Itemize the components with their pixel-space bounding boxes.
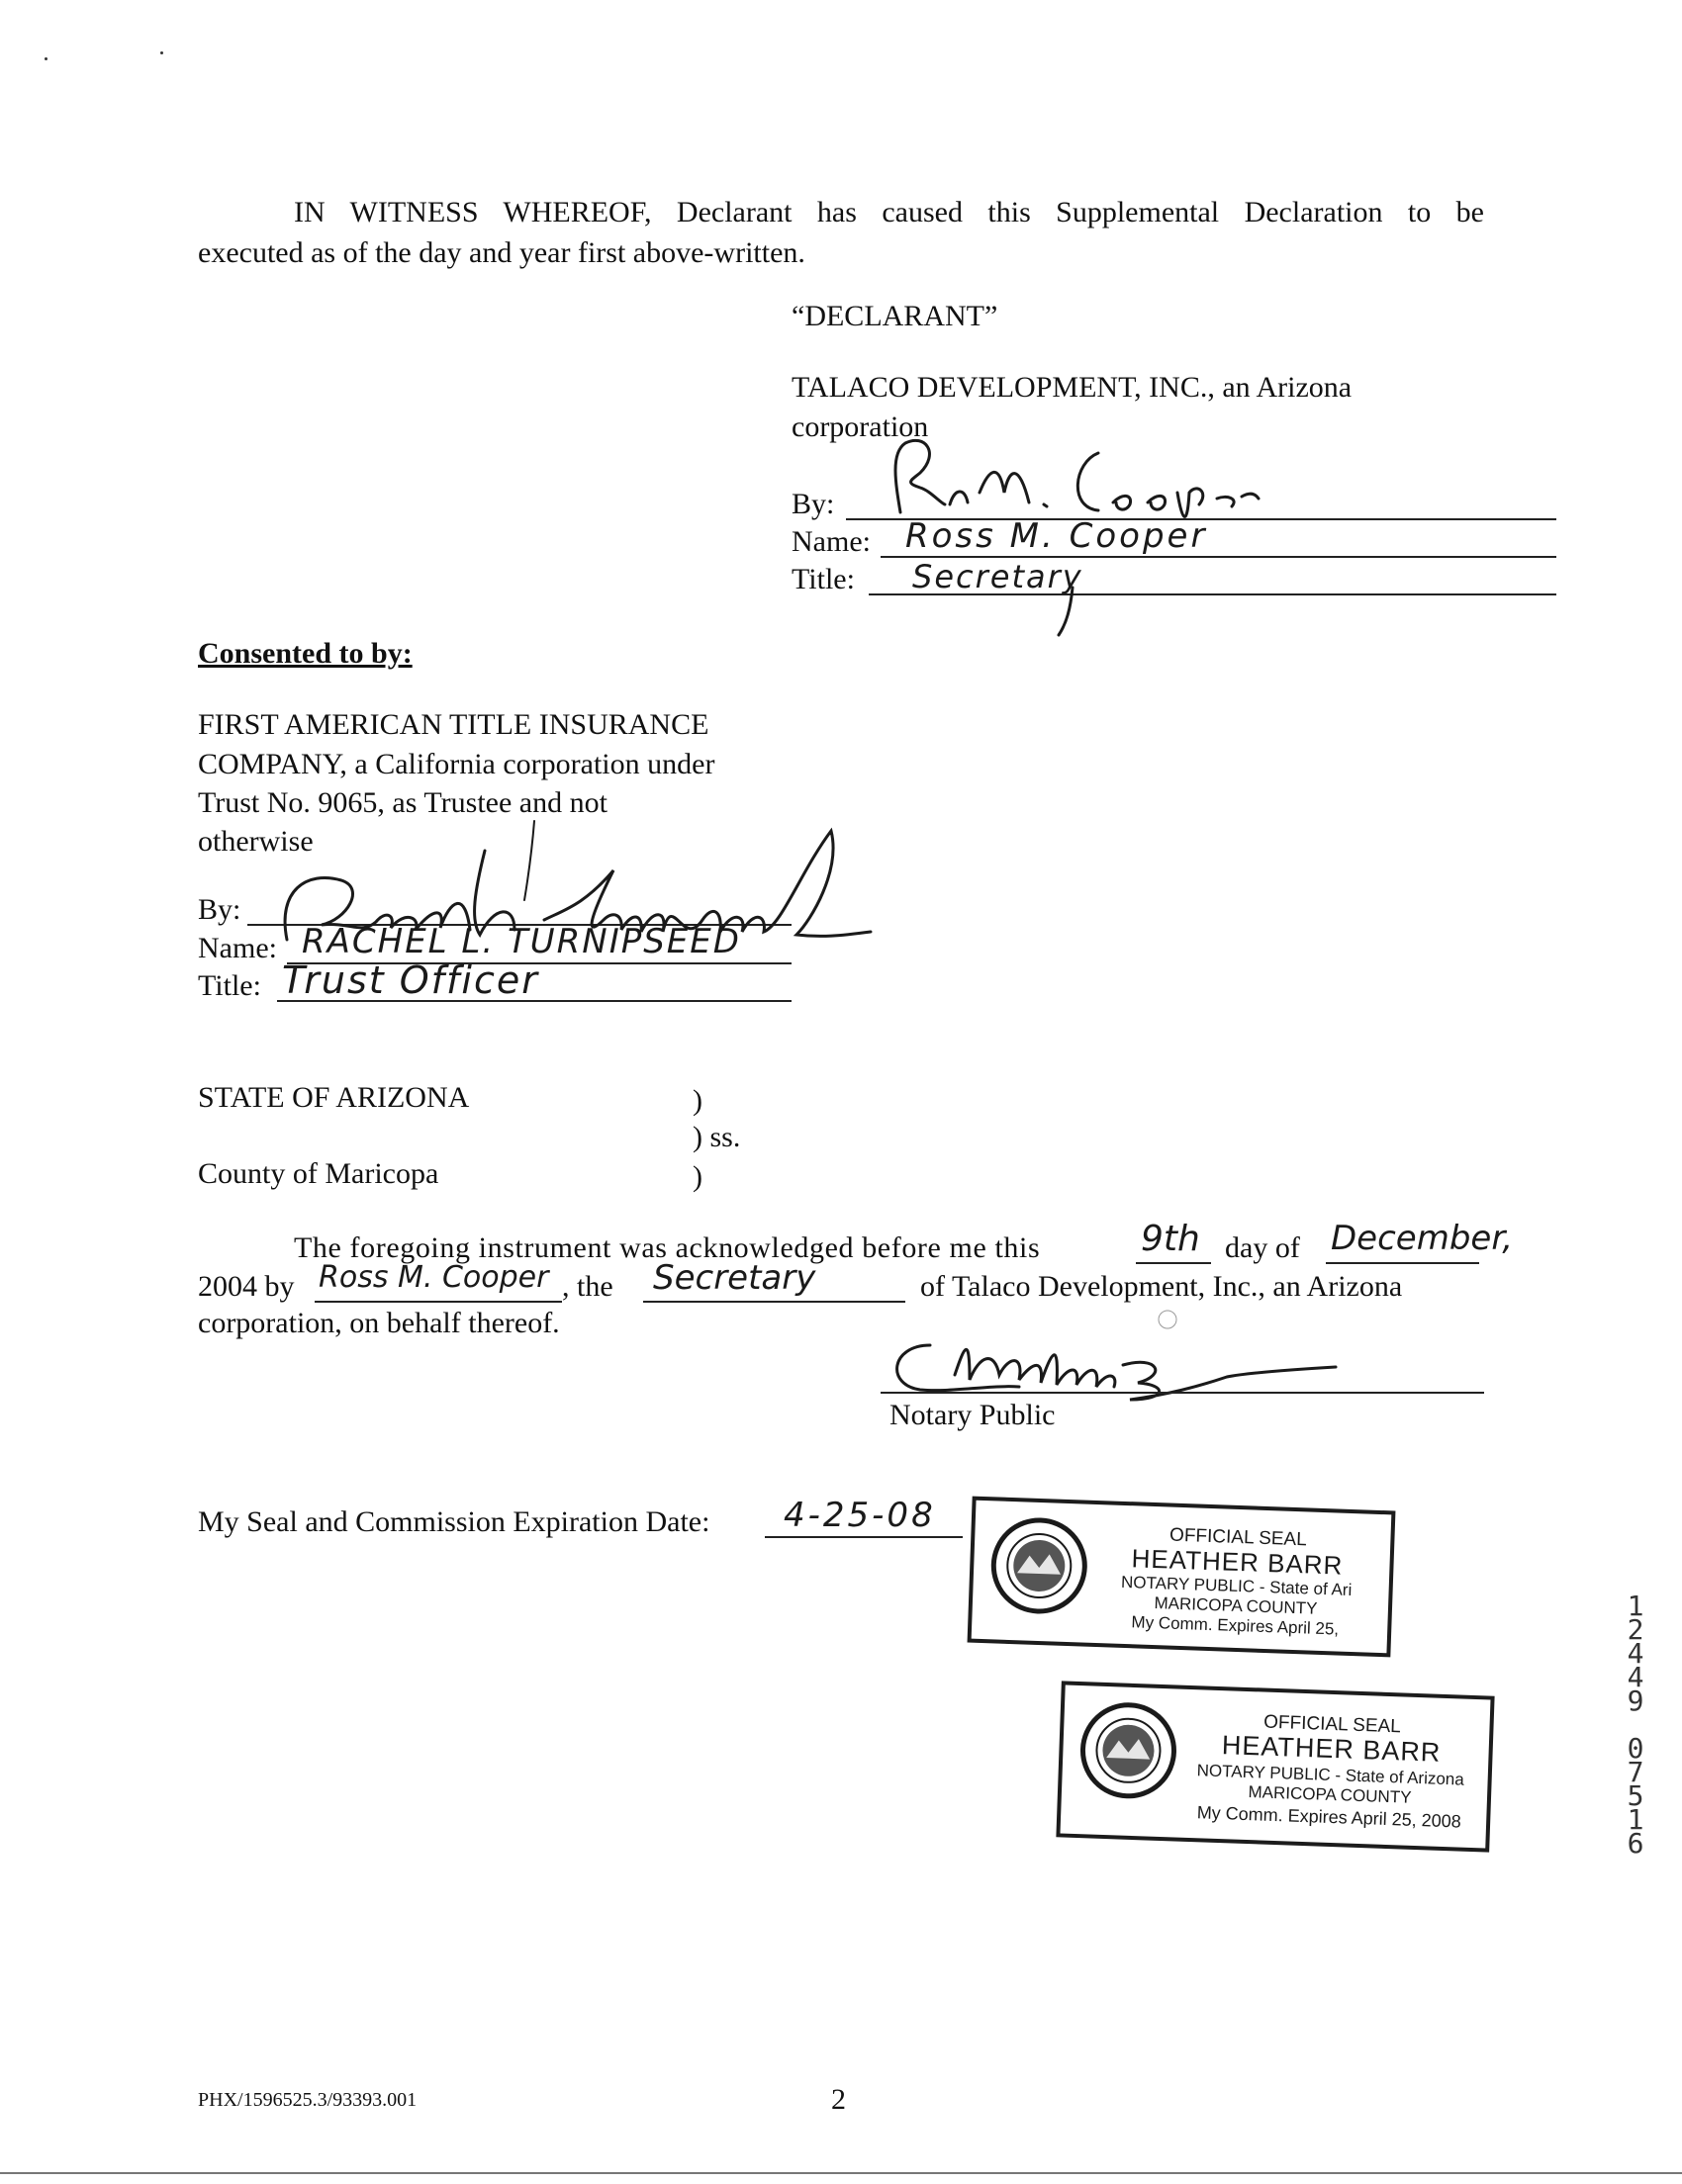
ack-person: Ross M. Cooper bbox=[319, 1260, 549, 1295]
recording-digit: 9 bbox=[1627, 1684, 1644, 1717]
notary-signature-line bbox=[881, 1392, 1484, 1394]
declarant-company-line-2: corporation bbox=[792, 410, 929, 443]
recording-digit: 7 bbox=[1627, 1756, 1644, 1788]
stamp-top-line-1: OFFICIAL SEAL bbox=[1168, 1524, 1308, 1551]
ack-seg-1: The foregoing instrument was acknowledged before me this bbox=[294, 1231, 1041, 1264]
consent-company-line-2: COMPANY, a California corporation under bbox=[198, 748, 715, 780]
declarant-name-label: Name: bbox=[792, 525, 871, 558]
expiration-label: My Seal and Commission Expiration Date: bbox=[198, 1505, 710, 1538]
page-bottom-edge bbox=[0, 2172, 1682, 2174]
recording-digit: 4 bbox=[1627, 1637, 1644, 1670]
scan-speck bbox=[160, 51, 163, 54]
recording-digit: 1 bbox=[1627, 1803, 1644, 1836]
stamp-bottom-line-1: OFFICIAL SEAL bbox=[1262, 1711, 1402, 1738]
ack-seg-4: , the bbox=[562, 1270, 613, 1303]
consent-company-line-4: otherwise bbox=[198, 825, 314, 858]
declarant-company-line-1: TALACO DEVELOPMENT, INC., an Arizona bbox=[792, 371, 1353, 404]
title-flourish bbox=[1053, 584, 1092, 643]
footer-page-number: 2 bbox=[831, 2083, 846, 2116]
consent-title-label: Title: bbox=[198, 969, 261, 1002]
recording-digit: 5 bbox=[1627, 1779, 1644, 1812]
consent-by-label: By: bbox=[198, 893, 241, 926]
declarant-title-label: Title: bbox=[792, 563, 855, 595]
stamp-bottom-line-5: My Comm. Expires April 25, 2008 bbox=[1196, 1802, 1462, 1832]
scan-speck bbox=[45, 57, 47, 60]
ack-month: December, bbox=[1331, 1219, 1513, 1258]
ack-person-line bbox=[315, 1301, 562, 1303]
footer-doc-id: PHX/1596525.3/93393.001 bbox=[198, 2089, 418, 2111]
stamp-bottom-line-2: HEATHER BARR bbox=[1221, 1730, 1442, 1768]
declarant-heading: “DECLARANT” bbox=[792, 300, 998, 332]
ack-day: 9th bbox=[1141, 1219, 1200, 1259]
recording-digit: 0 bbox=[1627, 1732, 1644, 1765]
notary-label: Notary Public bbox=[889, 1399, 1056, 1431]
declarant-title-value: Secretary bbox=[912, 558, 1083, 595]
ack-seg-5: of Talaco Development, Inc., an Arizona bbox=[920, 1270, 1403, 1303]
stamp-top-line-3: NOTARY PUBLIC - State of Ari bbox=[1120, 1572, 1353, 1600]
recording-digit: 4 bbox=[1627, 1661, 1644, 1693]
consent-title-value: Trust Officer bbox=[282, 958, 539, 1002]
witness-line-2: executed as of the day and year first above-written. bbox=[198, 236, 805, 269]
consent-name-value: RACHEL L. TURNIPSEED bbox=[302, 922, 741, 961]
ack-seg-3: 2004 by bbox=[198, 1270, 295, 1303]
ack-seg-6: corporation, on behalf thereof. bbox=[198, 1307, 560, 1339]
venue-paren-open: ) bbox=[693, 1084, 702, 1117]
notary-stamp-top bbox=[968, 1497, 1396, 1658]
declarant-name-value: Ross M. Cooper bbox=[905, 516, 1208, 556]
ack-month-line bbox=[1326, 1262, 1479, 1264]
venue-ss: ) ss. bbox=[693, 1121, 741, 1153]
stamp-bottom-line-4: MARICOPA COUNTY bbox=[1248, 1782, 1412, 1807]
ack-capacity: Secretary bbox=[653, 1258, 816, 1298]
consent-heading: Consented to by: bbox=[198, 637, 413, 670]
notary-stamp-bottom bbox=[1056, 1681, 1494, 1852]
expiration-value: 4-25-08 bbox=[784, 1496, 936, 1535]
ack-seg-2: day of bbox=[1225, 1231, 1300, 1264]
venue-paren-close: ) bbox=[693, 1160, 702, 1193]
ack-day-line bbox=[1136, 1262, 1211, 1264]
declarant-by-label: By: bbox=[792, 488, 835, 520]
consent-name-label: Name: bbox=[198, 932, 277, 964]
stamp-top-line-5: My Comm. Expires April 25, bbox=[1131, 1612, 1340, 1639]
witness-line-1: IN WITNESS WHEREOF, Declarant has caused this Supplemental Declaration to be bbox=[294, 196, 1484, 228]
stamp-bottom-line-3: NOTARY PUBLIC - State of Arizona bbox=[1196, 1761, 1465, 1789]
stamp-top-line-2: HEATHER BARR bbox=[1131, 1543, 1344, 1581]
venue-county: County of Maricopa bbox=[198, 1157, 439, 1190]
state-seal-icon bbox=[988, 1514, 1090, 1616]
recording-digit: 6 bbox=[1627, 1827, 1644, 1860]
state-seal-icon bbox=[1077, 1699, 1179, 1801]
consent-company-line-1: FIRST AMERICAN TITLE INSURANCE bbox=[198, 708, 709, 741]
recording-number bbox=[1621, 1590, 1650, 1860]
stamp-top-line-4: MARICOPA COUNTY bbox=[1154, 1593, 1318, 1618]
ack-capacity-line bbox=[643, 1301, 905, 1303]
recording-digit: 1 bbox=[1627, 1590, 1644, 1622]
consent-company-line-3: Trust No. 9065, as Trustee and not bbox=[198, 786, 607, 819]
expiration-line bbox=[765, 1536, 963, 1538]
recording-digit: 2 bbox=[1627, 1613, 1644, 1646]
venue-state: STATE OF ARIZONA bbox=[198, 1081, 470, 1114]
